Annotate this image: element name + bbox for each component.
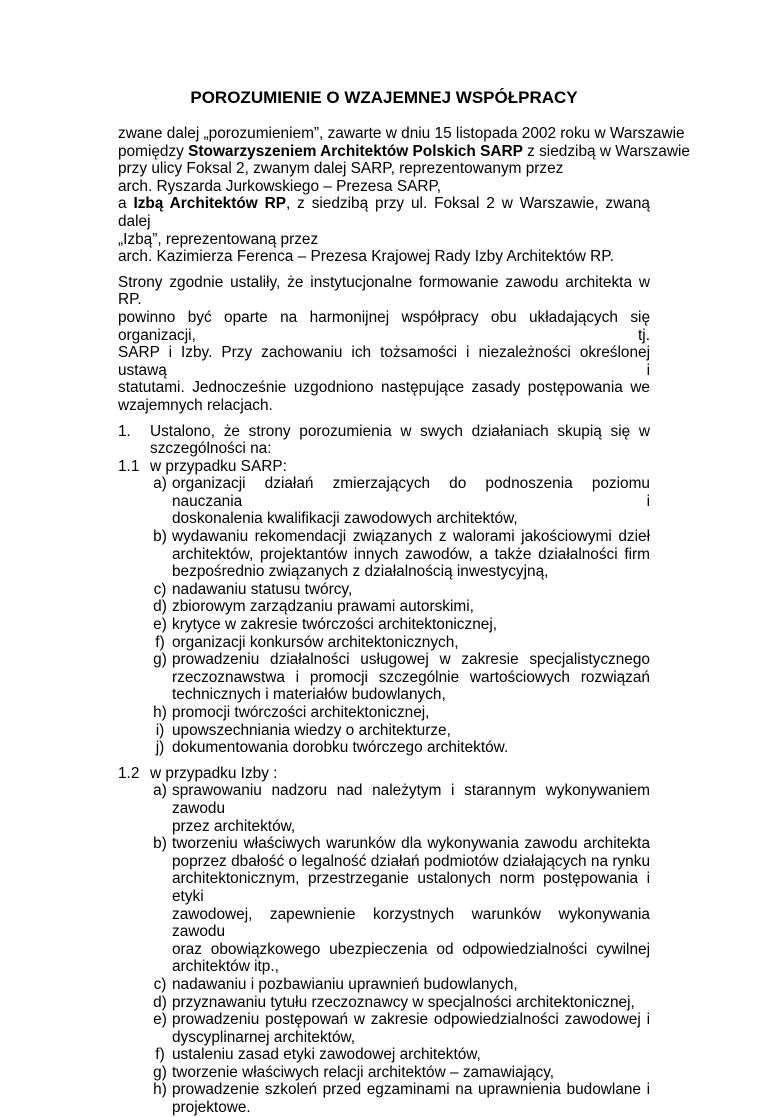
list-item-letter: c) xyxy=(153,975,167,993)
intro-line: arch. Kazimierza Ferenca – Prezesa Krajowej Rady Izby Architektów RP. xyxy=(118,248,614,266)
list-item-line: krytyce w zakresie twórczości architektonicznej, xyxy=(172,616,498,634)
section-label: w przypadku Izby : xyxy=(150,764,278,782)
paragraph-line: statutami. Jednocześnie uzgodniono następujące zasady postępowania we xyxy=(118,379,650,397)
list-item-line: upowszechniania wiedzy o architekturze, xyxy=(172,721,451,739)
list-item-line: zbiorowym zarządzaniu prawami autorskimi, xyxy=(172,598,474,616)
list-item-line: nadawaniu statusu twórcy, xyxy=(172,580,353,598)
list-item-line: przez architektów, xyxy=(172,817,296,835)
list-item-text xyxy=(172,835,650,976)
list-item xyxy=(118,1046,650,1064)
paragraph-line: powinno być oparte na harmonijnej współpracy obu układających się organizacji, tj. xyxy=(118,308,650,344)
list-item-line: technicznych i materiałów budowlanych, xyxy=(172,686,446,704)
list-item-letter: b) xyxy=(153,528,167,546)
intro-line: przy ulicy Foksal 2, zwanym dalej SARP, reprezentowanym przez xyxy=(118,160,564,178)
list-item-text xyxy=(172,1064,650,1082)
list-item xyxy=(118,475,650,528)
list-item-line: rzeczoznawstwa i promocji szczególnie wartościowych rozwiązań xyxy=(172,668,650,686)
list-item-line: poprzez dbałość o legalność działań podmiotów działających na rynku xyxy=(172,852,650,870)
list-item-letter: h) xyxy=(153,704,167,721)
list-item-line: projektowe. xyxy=(172,1099,251,1117)
list-item-text xyxy=(172,994,650,1012)
list-item xyxy=(118,528,650,581)
list-item-line: prowadzeniu postępowań w zakresie odpowiedzialności zawodowej i xyxy=(172,1011,650,1029)
list-item-text xyxy=(172,528,650,581)
list-item-text xyxy=(172,722,650,740)
izba-items-list xyxy=(118,782,650,1116)
section-label: w przypadku SARP: xyxy=(150,457,287,475)
list-item-line: architektonicznym, przestrzeganie ustalonych norm postępowania i etyki xyxy=(172,870,650,905)
section-line: szczególności na: xyxy=(150,440,272,458)
list-item-line: dokumentowania dorobku twórczego architektów. xyxy=(172,739,509,757)
list-item xyxy=(118,739,650,757)
list-item-letter: f) xyxy=(155,633,165,651)
list-item-letter: e) xyxy=(153,616,167,634)
list-item xyxy=(118,722,650,740)
list-item-line: prowadzenie szkoleń przed egzaminami na uprawnienia budowlane i xyxy=(172,1081,650,1099)
list-item-line: oraz obowiązkowego ubezpieczenia od odpowiedzialności cywilnej xyxy=(172,940,650,958)
document-title: POROZUMIENIE O WZAJEMNEJ WSPÓŁPRACY xyxy=(190,88,578,107)
list-item-line: organizacji działań zmierzających do podnoszenia poziomu nauczania i xyxy=(172,475,650,510)
sarp-name: Stowarzyszeniem Architektów Polskich SARP xyxy=(188,142,523,160)
list-item xyxy=(118,581,650,599)
list-item xyxy=(118,994,650,1012)
list-item-letter: i) xyxy=(155,721,165,739)
list-item-line: prowadzeniu działalności usługowej w zakresie specjalistycznego xyxy=(172,651,650,669)
sarp-items-list xyxy=(118,475,650,757)
intro-line: arch. Ryszarda Jurkowskiego – Prezesa SARP, xyxy=(118,177,442,195)
izba-name: Izbą Architektów RP xyxy=(133,195,286,213)
list-item-letter: d) xyxy=(153,598,167,616)
list-item-line: zawodowej, zapewnienie korzystnych warunków wykonywania zawodu xyxy=(172,905,650,941)
list-item-line: architektów, projektantów innych zawodów, a także działalności firm xyxy=(172,545,650,563)
list-item-text xyxy=(172,1046,650,1064)
section-1 xyxy=(118,423,650,458)
list-item-line: ustaleniu zasad etyki zawodowej architektów, xyxy=(172,1046,481,1064)
intro-paragraph xyxy=(118,125,690,266)
list-item xyxy=(118,598,650,616)
list-item-line: organizacji konkursów architektonicznych, xyxy=(172,633,459,651)
paragraph-line: Strony zgodnie ustaliły, że instytucjonalne formowanie zawodu architekta w RP. xyxy=(118,273,650,309)
list-item xyxy=(118,634,650,652)
list-item-line: wydawaniu rekomendacji związanych z walorami jakościowymi dzieł xyxy=(172,528,650,546)
list-item-text xyxy=(172,634,650,652)
list-item-line: tworzenie właściwych relacji architektów – zamawiający, xyxy=(172,1063,555,1081)
agreement-paragraph xyxy=(118,274,650,415)
list-item-letter: g) xyxy=(153,1063,167,1081)
list-item-text xyxy=(172,976,650,994)
list-item-letter: h) xyxy=(153,1081,167,1099)
list-item xyxy=(118,651,650,704)
list-item-line: tworzeniu właściwych warunków dla wykonywania zawodu architekta xyxy=(172,835,650,853)
list-item-text xyxy=(172,739,650,757)
list-item xyxy=(118,1064,650,1082)
list-item-letter: b) xyxy=(153,835,167,853)
intro-line: zwane dalej „porozumieniem”, zawarte w dniu 15 listopada 2002 roku w Warszawie xyxy=(118,125,685,142)
list-item-letter: j) xyxy=(155,739,165,757)
list-item-text xyxy=(172,598,650,616)
list-item-text xyxy=(172,475,650,528)
document-body xyxy=(118,125,690,1117)
list-item-text xyxy=(172,616,650,634)
list-item-text xyxy=(172,704,650,722)
list-item-line: sprawowaniu nadzoru nad należytym i starannym wykonywaniem zawodu xyxy=(172,782,650,817)
paragraph-line: wzajemnych relacjach. xyxy=(118,396,273,414)
section-number: 1. xyxy=(118,422,131,440)
list-item-line: dyscyplinarnej architektów, xyxy=(172,1028,356,1046)
list-item xyxy=(118,782,650,835)
list-item-line: nadawaniu i pozbawianiu uprawnień budowlanych, xyxy=(172,975,518,993)
list-item-letter: g) xyxy=(153,651,167,669)
list-item xyxy=(118,1011,650,1046)
list-item xyxy=(118,976,650,994)
list-item xyxy=(118,616,650,634)
list-item-text xyxy=(172,581,650,599)
list-item-text xyxy=(172,1081,650,1116)
list-item-line: przyznawaniu tytułu rzeczoznawcy w specjalności architektonicznej, xyxy=(172,993,635,1011)
list-item-letter: a) xyxy=(153,782,167,800)
paragraph-line: SARP i Izby. Przy zachowaniu ich tożsamości i niezależności określonej ustawą i xyxy=(118,344,650,379)
section-1-2 xyxy=(118,765,650,783)
list-item-letter: e) xyxy=(153,1011,167,1029)
section-line: Ustalono, że strony porozumienia w swych działaniach skupią się w xyxy=(150,422,650,440)
intro-line: „Izbą”, reprezentowaną przez xyxy=(118,230,319,248)
list-item-line: promocji twórczości architektonicznej, xyxy=(172,704,430,721)
list-item xyxy=(118,1081,650,1116)
list-item xyxy=(118,704,650,722)
intro-line: pomiędzy Stowarzyszeniem Architektów Polskich SARP z siedzibą w Warszawie xyxy=(118,142,690,160)
list-item-text xyxy=(172,1011,650,1046)
list-item-text xyxy=(172,782,650,835)
section-number: 1.1 xyxy=(118,457,140,475)
list-item-line: architektów itp., xyxy=(172,958,279,976)
list-item-letter: f) xyxy=(155,1046,165,1064)
list-item-letter: d) xyxy=(153,993,167,1011)
section-1-1 xyxy=(118,458,650,476)
list-item-letter: c) xyxy=(153,580,167,598)
list-item xyxy=(118,835,650,976)
list-item-text xyxy=(172,651,650,704)
list-item-letter: a) xyxy=(153,475,167,493)
list-item-line: bezpośrednio związanych z działalnością inwestycyjną, xyxy=(172,563,549,581)
list-item-line: doskonalenia kwalifikacji zawodowych architektów, xyxy=(172,510,518,528)
section-number: 1.2 xyxy=(118,764,140,782)
intro-line: a Izbą Architektów RP, z siedzibą przy ul. Foksal 2 w Warszawie, zwaną dalej xyxy=(118,195,650,230)
